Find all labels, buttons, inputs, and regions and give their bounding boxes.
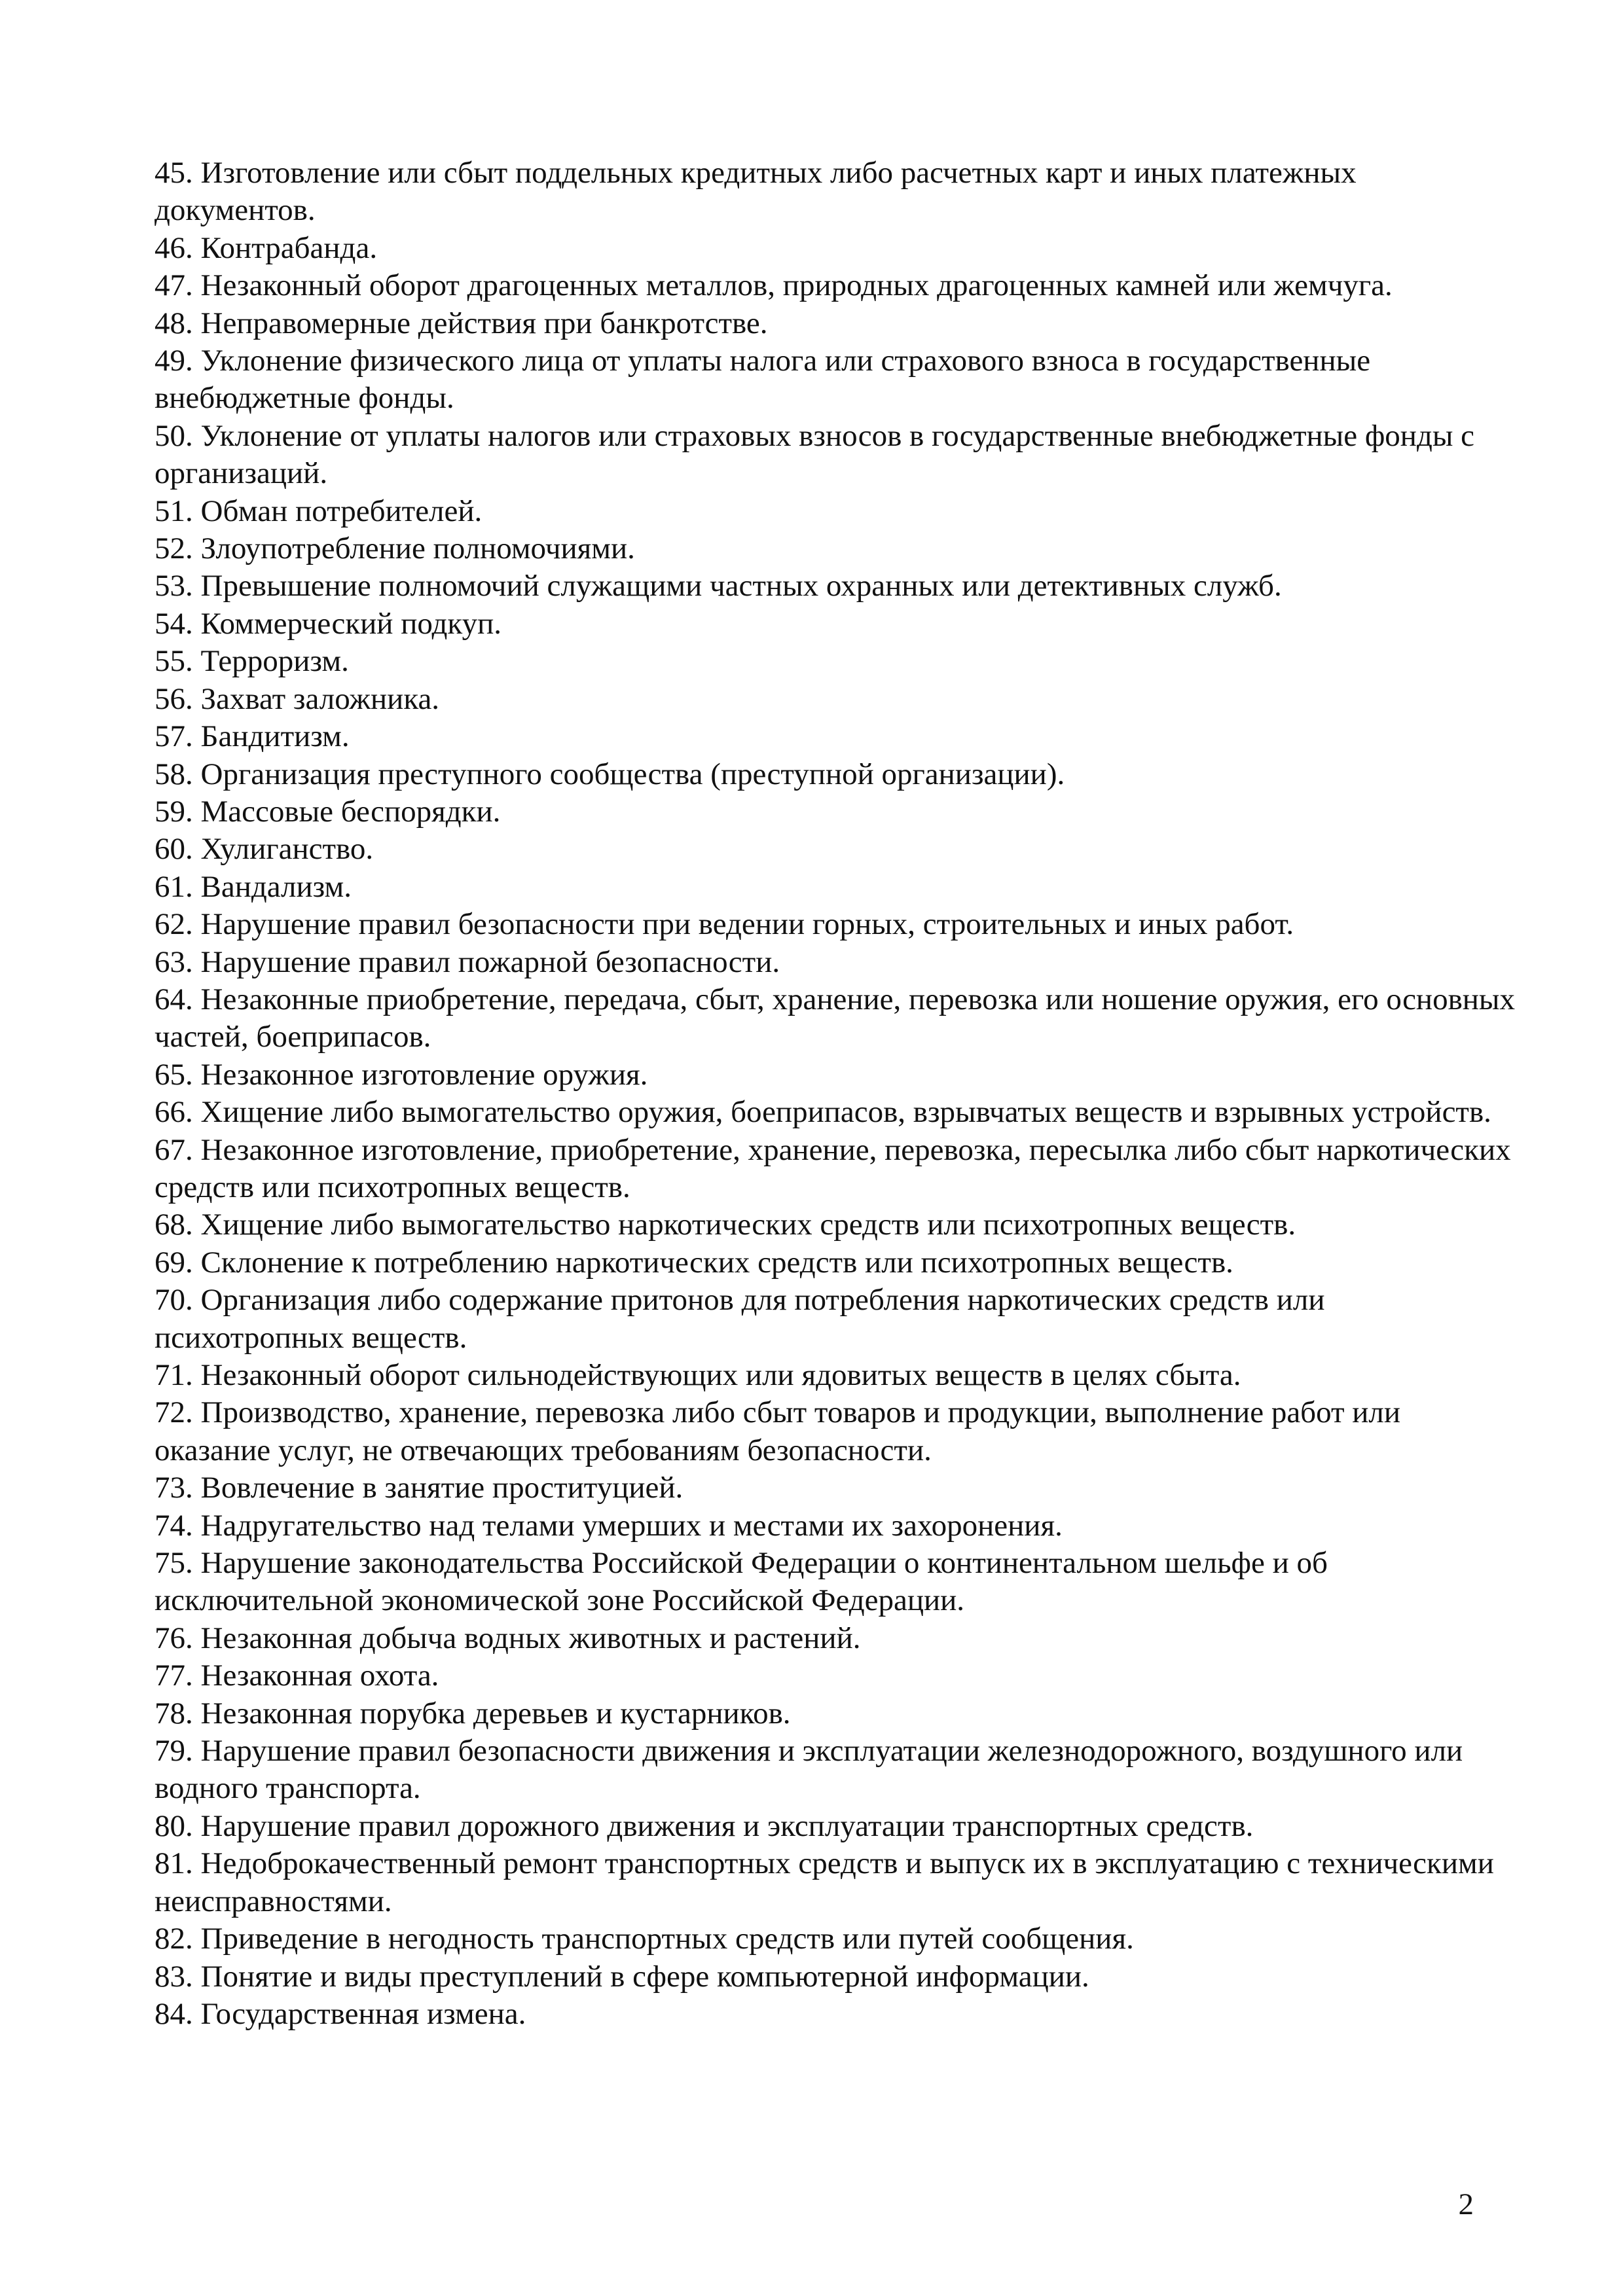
list-item: 53. Превышение полномочий служащими частных охранных или детективных служб. bbox=[155, 569, 1282, 603]
question-list bbox=[155, 154, 1516, 2033]
list-item: 70. Организация либо содержание притонов для потребления наркотических средств или психотропных веществ. bbox=[155, 1283, 1325, 1355]
list-item: 83. Понятие и виды преступлений в сфере компьютерной информации. bbox=[155, 1959, 1089, 1994]
list-item: 46. Контрабанда. bbox=[155, 230, 378, 265]
list-item: 45. Изготовление или сбыт поддельных кредитных либо расчетных карт и иных платежных документов. bbox=[155, 156, 1357, 228]
page-number: 2 bbox=[1458, 2187, 1474, 2221]
list-item: 73. Вовлечение в занятие проституцией. bbox=[155, 1471, 684, 1505]
list-item: 66. Хищение либо вымогательство оружия, боеприпасов, взрывчатых веществ и взрывных устройств. bbox=[155, 1095, 1491, 1130]
list-item: 64. Незаконные приобретение, передача, сбыт, хранение, перевозка или ношение оружия, его основных частей, боеприпасов. bbox=[155, 982, 1516, 1054]
list-item: 69. Склонение к потреблению наркотических средств или психотропных веществ. bbox=[155, 1245, 1233, 1280]
list-item: 58. Организация преступного сообщества (преступной организации). bbox=[155, 757, 1065, 791]
list-item: 78. Незаконная порубка деревьев и кустарников. bbox=[155, 1696, 791, 1731]
list-item: 50. Уклонение от уплаты налогов или страховых взносов в государственные внебюджетные фонды с организаций. bbox=[155, 418, 1475, 491]
list-item: 84. Государственная измена. bbox=[155, 1996, 526, 2031]
list-item: 48. Неправомерные действия при банкротстве. bbox=[155, 306, 768, 340]
list-item: 57. Бандитизм. bbox=[155, 719, 350, 754]
list-item: 74. Надругательство над телами умерших и местами их захоронения. bbox=[155, 1508, 1063, 1543]
list-item: 67. Незаконное изготовление, приобретение, хранение, перевозка, пересылка либо сбыт наркотических средств или психотропных веществ. bbox=[155, 1132, 1511, 1204]
list-item: 82. Приведение в негодность транспортных средств или путей сообщения. bbox=[155, 1922, 1134, 1956]
list-item: 54. Коммерческий подкуп. bbox=[155, 606, 501, 641]
list-item: 80. Нарушение правил дорожного движения и эксплуатации транспортных средств. bbox=[155, 1808, 1254, 1843]
list-item: 55. Терроризм. bbox=[155, 644, 349, 679]
list-item: 72. Производство, хранение, перевозка либо сбыт товаров и продукции, выполнение работ или оказание услуг, не отвечающих требованиям безопасности. bbox=[155, 1395, 1401, 1467]
list-item: 77. Незаконная охота. bbox=[155, 1659, 439, 1693]
list-item: 62. Нарушение правил безопасности при ведении горных, строительных и иных работ. bbox=[155, 907, 1294, 942]
list-item: 61. Вандализм. bbox=[155, 869, 352, 904]
list-item: 63. Нарушение правил пожарной безопасности. bbox=[155, 944, 780, 979]
list-item: 68. Хищение либо вымогательство наркотических средств или психотропных веществ. bbox=[155, 1208, 1296, 1242]
list-item: 60. Хулиганство. bbox=[155, 832, 374, 867]
list-item: 52. Злоупотребление полномочиями. bbox=[155, 531, 635, 566]
list-item: 59. Массовые беспорядки. bbox=[155, 794, 501, 829]
list-item: 47. Незаконный оборот драгоценных металлов, природных драгоценных камней или жемчуга. bbox=[155, 268, 1393, 303]
list-item: 56. Захват заложника. bbox=[155, 681, 440, 716]
list-item: 65. Незаконное изготовление оружия. bbox=[155, 1057, 648, 1092]
document-page bbox=[155, 154, 1516, 2033]
list-item: 81. Недоброкачественный ремонт транспортных средств и выпуск их в эксплуатацию с техническими неисправностями. bbox=[155, 1846, 1494, 1918]
list-item: 49. Уклонение физического лица от уплаты налога или страхового взноса в государственные внебюджетные фонды. bbox=[155, 344, 1371, 416]
list-item: 75. Нарушение законодательства Российской Федерации о континентальном шельфе и об исключительной экономической зоне Российской Федерации. bbox=[155, 1546, 1328, 1618]
list-item: 71. Незаконный оборот сильнодействующих или ядовитых веществ в целях сбыта. bbox=[155, 1358, 1241, 1392]
list-item: 79. Нарушение правил безопасности движения и эксплуатации железнодорожного, воздушного или водного транспорта. bbox=[155, 1734, 1463, 1806]
list-item: 76. Незаконная добыча водных животных и растений. bbox=[155, 1621, 861, 1655]
list-item: 51. Обман потребителей. bbox=[155, 493, 483, 528]
